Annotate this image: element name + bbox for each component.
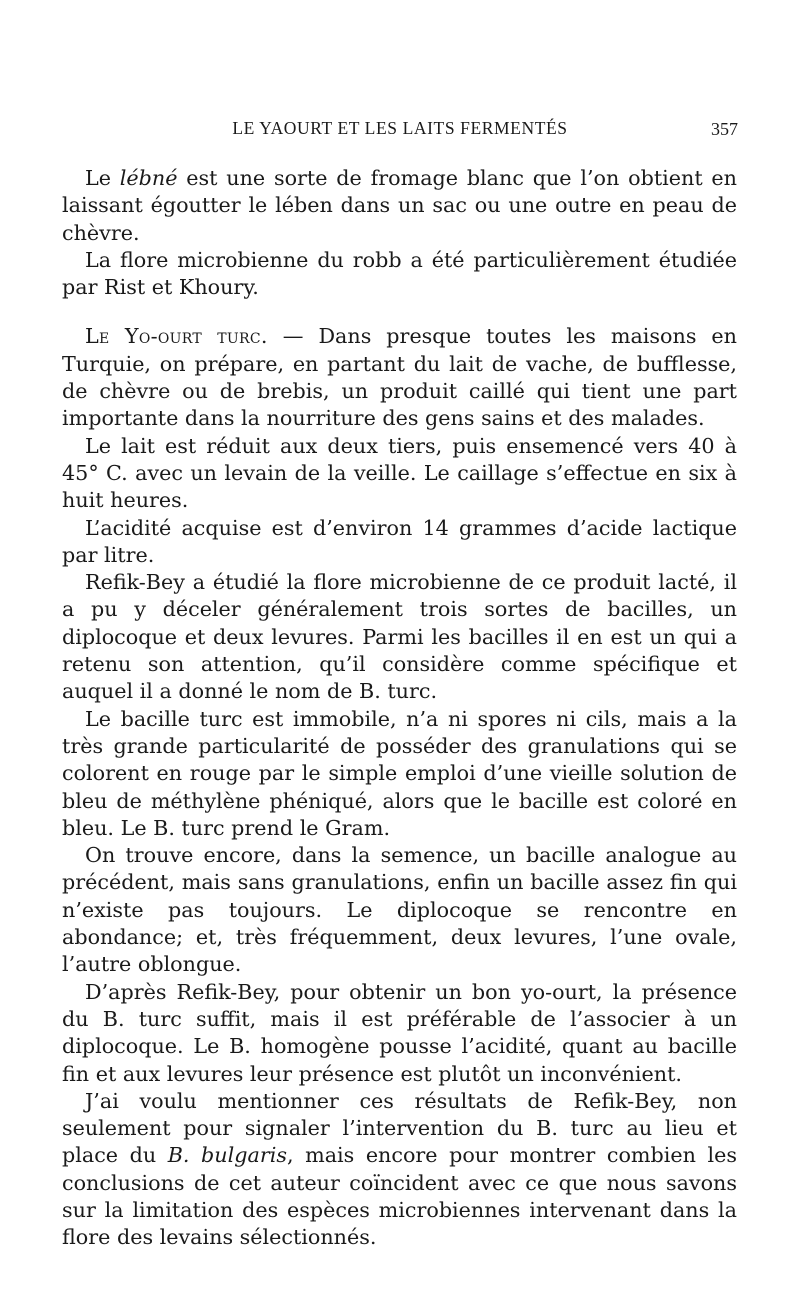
paragraph-text: est une sorte de fromage blanc que l’on obtient en laissant égoutter le lében dans un sac ou une outre en peau de chèvre. bbox=[62, 166, 738, 245]
paragraph-acidite: L’acidité acquise est d’environ 14 grammes d’acide lactique par litre. bbox=[62, 515, 737, 567]
paragraph-bacille-turc: Le bacille turc est immobile, n’a ni spores ni cils, mais a la très grande particularité de posséder des granulations qui se colorent en rouge par le simple emploi d’une vieille solution de bleu de méthylène phéniqué, alors que le bacille est coloré en bleu. Le B. turc prend le Gram. bbox=[62, 706, 737, 840]
paragraph-d-apres-refik-bey: D’après Refik-Bey, pour obtenir un bon yo-ourt, la présence du B. turc suffit, mais il est préférable de l’associer à un diplocoque. Le B. homogène pousse l’acidité, quant au bacille fin et aux levures leur présence est plutôt un inconvénient. bbox=[62, 979, 737, 1086]
paragraph-robb-flora: La flore microbienne du robb a été particulièrement étudiée par Rist et Khoury. bbox=[62, 247, 737, 300]
paragraph-text: — Dans presque toutes les maisons en Turquie, on prépare, en partant du lait de vache, de bufflesse, de chèvre ou de brebis, un produit caillé qui tient une part importante dans la nourriture des gens sains et des malades. bbox=[62, 324, 737, 431]
paragraph-lebne bbox=[62, 165, 737, 247]
italic-species: B. bulgaris bbox=[167, 1143, 287, 1168]
paragraph-text: , mais encore pour montrer combien les conclusions de cet auteur coïncident avec ce que nous savons sur la limitation des espèces microbiennes intervenant dans la flore des levains sélectionnés. bbox=[62, 1143, 737, 1250]
running-title: LE YAOURT ET LES LAITS FERMENTÉS bbox=[232, 118, 568, 138]
paragraph-text: J’ai voulu mentionner ces résultats de Refik-Bey, non seulement pour signaler l’intervention du B. turc au lieu et place du bbox=[62, 1088, 737, 1168]
section-heading: Le Yo-ourt turc. bbox=[85, 324, 268, 349]
paragraph-conclusion bbox=[62, 1088, 737, 1252]
running-head bbox=[60, 118, 740, 148]
italic-term-lebne: lébné bbox=[119, 166, 178, 190]
paragraph-text: Le bbox=[85, 166, 120, 190]
paragraph-refik-bey-flore: Refik-Bey a étudié la flore microbienne de ce produit lacté, il a pu y déceler généralement trois sortes de bacilles, un diplocoque et deux levures. Parmi les bacilles il en est un qui a retenu son attention, qu’il considère comme spécifique et auquel il a donné le nom de B. turc. bbox=[62, 570, 737, 704]
page-number: 357 bbox=[711, 119, 738, 139]
body-text bbox=[62, 165, 737, 1252]
paragraph-lait-reduit: Le lait est réduit aux deux tiers, puis ensemencé vers 40 à 45° C. avec un levain de la veille. Le caillage s’effectue en six à huit heures. bbox=[62, 433, 737, 513]
paragraph-yo-ourt-turc bbox=[62, 323, 737, 432]
paragraph-semence: On trouve encore, dans la semence, un bacille analogue au précédent, mais sans granulations, enfin un bacille assez fin qui n’existe pas toujours. Le diplocoque se rencontre en abondance; et, très fréquemment, deux levures, l’une ovale, l’autre oblongue. bbox=[62, 843, 737, 977]
